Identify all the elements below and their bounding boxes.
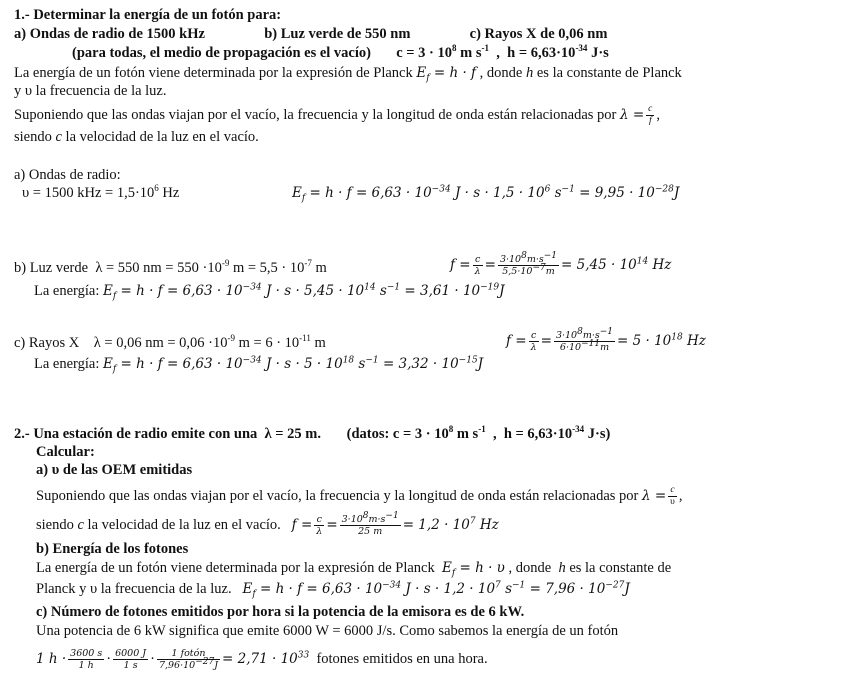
intro-line-3: Suponiendo que las ondas viajan por el vacío, la frecuencia y la longitud de onda están relacionadas por λ = $\frac{c}{f}$ ,: [14, 104, 660, 126]
part-c-frequency: f = $\frac{c}{\lambda}$ = $\frac{3\cdot 10^8m\cdot s^{-1}}{6\cdot 10^{-11}m}$ = $5 \cdot 10^{18}$ Hz: [506, 326, 706, 353]
medium-text: (para todas, el medio de propagación es el vacío): [72, 45, 371, 61]
intro-line-2: y υ la frecuencia de la luz.: [14, 83, 167, 99]
ex2-part-c-text-2: 1 h · $\frac{3600 s}{1 h}$ · $\frac{6000 J}{1 s}$ · 1 fotón $7,96\cdot 10^{-27}J$ = $2,71 \cdot 10^{33}$ fotones emitidos en una hora.: [36, 648, 488, 671]
ex2-part-a-text-1: Suponiendo que las ondas viajan por el vacío, la frecuencia y la longitud de onda están relacionadas por λ = $\frac{c}{\upsilon}$ ,: [36, 485, 683, 507]
part-a-energy: $E_f = h \cdot f = 6,63 \cdot 10^{-34}$ $J \cdot s \cdot 1,5 \cdot 10^6$ $s^{-1} = 9,95 \cdot 10^{-28}J$: [292, 184, 680, 204]
ex2-part-b-text-2: Planck y υ la frecuencia de la luz. $E_f = h \cdot f = 6,63 \cdot 10^{-34}$ $J \cdot s \cdot 1,2 \cdot 10^7$ $s^{-1} = 7,96 \cdot 10^{-27}J$: [36, 580, 630, 600]
ex2-part-b-heading: b) Energía de los fotones: [36, 541, 189, 557]
intro-line-4: siendo c la velocidad de la luz en el vacío.: [14, 129, 259, 145]
ex2-part-c-heading: c) Número de fotones emitidos por hora si la potencia de la emisora es de 6 kW.: [36, 604, 525, 620]
ex2-part-b-text-1: La energía de un fotón viene determinada por la expresión de Planck $E_f = h \cdot \upsilon$ , donde h es la constante de: [36, 560, 672, 579]
exercise-2-title: 2.- Una estación de radio emite con una λ = 25 m. (datos: $c = 3 \cdot 10^8$ m $s^{-1}$ , $h = 6,63\cdot 10^{-34}$ J·s): [14, 424, 611, 442]
part-c-energy: La energía: $E_f = h \cdot f = 6,63 \cdot 10^{-34}$ $J \cdot s \cdot 5 \cdot 10^{18}$ $s^{-1} = 3,32 \cdot 10^{-15}J$: [34, 355, 484, 375]
part-b-heading: b) Luz verde λ = 550 nm = $550 \cdot 10^{-9}$ $m = 5,5 \cdot 10^{-7}$ m: [14, 258, 327, 276]
ex2-part-c-text-1: Una potencia de 6 kW significa que emite 6000 W = 6000 J/s. Como sabemos la energía de un fotón: [36, 623, 619, 639]
exercise-1-title: 1.- Determinar la energía de un fotón para:: [14, 7, 282, 23]
exercise-1-items: [14, 25, 607, 43]
item-c: c) Rayos X de 0,06 nm: [469, 26, 608, 42]
constants-text: $c = 3 \cdot 10^8$ m $s^{-1}$ , $h = 6,63\cdot 10^{-34}$ J·s: [396, 43, 609, 61]
part-c-heading: c) Rayos X λ = 0,06 nm = $0,06 \cdot 10^{-9}$ $m = 6 \cdot 10^{-11}$ m: [14, 333, 326, 351]
item-b: b) Luz verde de 550 nm: [264, 26, 411, 42]
part-b-frequency: f = $\frac{c}{\lambda}$ = $\frac{3\cdot 10^8m\cdot s^{-1}}{5,5\cdot 10^{-7}m}$ = $5,45 \cdot 10^{14}$ Hz: [450, 250, 672, 277]
intro-line-1: La energía de un fotón viene determinada por la expresión de Planck $E_f = h \cdot f$ , donde h es la constante de Planck: [14, 65, 682, 84]
part-a-heading: a) Ondas de radio:: [14, 167, 121, 183]
item-a: a) Ondas de radio de 1500 kHz: [14, 26, 205, 42]
part-a-frequency: υ = 1500 kHz = $1,5\cdot 10^6$ Hz: [22, 183, 180, 201]
ex2-part-a-text-2: siendo c la velocidad de la luz en el vacío. f = $\frac{c}{\lambda}$ = $\frac{3\cdot 10^8m\cdot s^{-1}}{25 m}$ = $1,2 \cdot 10^7$ Hz: [36, 510, 499, 537]
ex2-part-a-heading: a) υ de las OEM emitidas: [36, 462, 193, 478]
part-b-energy: La energía: $E_f = h \cdot f = 6,63 \cdot 10^{-34}$ $J \cdot s \cdot 5,45 \cdot 10^{14}$ $s^{-1} = 3,61 \cdot 10^{-19}J$: [34, 282, 505, 302]
medium-note: [72, 44, 609, 62]
calc-label: Calcular:: [36, 444, 95, 460]
